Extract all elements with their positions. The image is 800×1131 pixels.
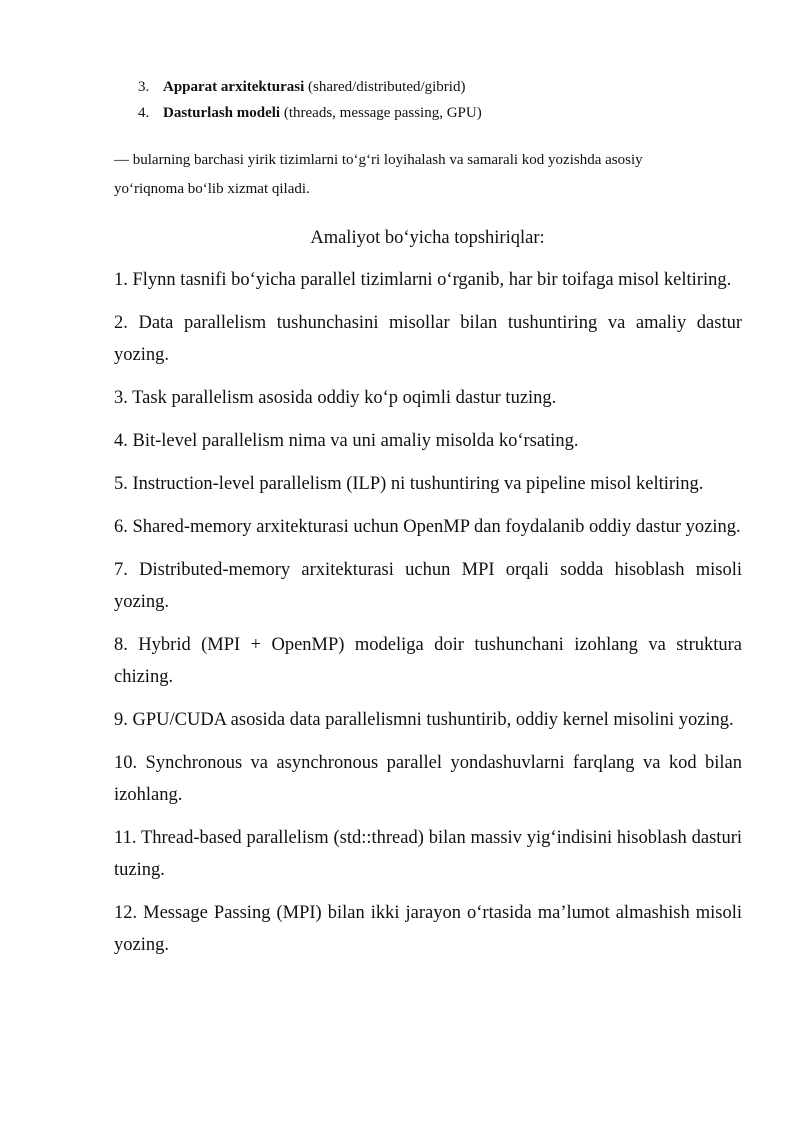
task-item: 2. Data parallelism tushunchasini misollar bilan tushuntiring va amaliy dastur yozing. <box>114 313 742 365</box>
task-list <box>114 264 742 972</box>
list-item <box>138 100 738 126</box>
task-item: 5. Instruction-level parallelism (ILP) ni tushuntiring va pipeline misol keltiring. <box>114 474 704 494</box>
list-item-detail: (threads, message passing, GPU) <box>280 105 482 121</box>
task-item: 11. Thread-based parallelism (std::thread) bilan massiv yig‘indisini hisoblash dasturi tuzing. <box>114 828 742 880</box>
list-item <box>138 74 738 100</box>
summary-note-line: yo‘riqnoma bo‘lib xizmat qiladi. <box>114 181 310 197</box>
task-item: 6. Shared-memory arxitekturasi uchun OpenMP dan foydalanib oddiy dastur yozing. <box>114 517 741 537</box>
summary-note <box>114 146 714 204</box>
task-item: 9. GPU/CUDA asosida data parallelismni tushuntirib, oddiy kernel misolini yozing. <box>114 710 734 730</box>
list-item-term: Apparat arxitekturasi <box>163 79 305 95</box>
task-item: 7. Distributed-memory arxitekturasi uchun MPI orqali sodda hisoblash misoli yozing. <box>114 560 742 612</box>
task-item: 10. Synchronous va asynchronous parallel yondashuvlarni farqlang va kod bilan izohlang. <box>114 753 742 805</box>
list-number: 3. <box>138 79 150 95</box>
list-item-detail: (shared/distributed/gibrid) <box>304 79 466 95</box>
task-item: 8. Hybrid (MPI + OpenMP) modeliga doir tushunchani izohlang va struktura chizing. <box>114 635 742 687</box>
section-heading: Amaliyot bo‘yicha topshiriqlar: <box>310 228 545 248</box>
summary-note-line: — bularning barchasi yirik tizimlarni to‘g‘ri loyihalash va samarali kod yozishda asosiy <box>114 152 643 168</box>
list-item-term: Dasturlash modeli <box>163 105 281 121</box>
task-item: 4. Bit-level parallelism nima va uni amaliy misolda ko‘rsating. <box>114 431 579 451</box>
list-number: 4. <box>138 105 150 121</box>
task-item: 3. Task parallelism asosida oddiy ko‘p oqimli dastur tuzing. <box>114 388 557 408</box>
numbered-list <box>138 74 738 126</box>
task-item: 1. Flynn tasnifi bo‘yicha parallel tizimlarni o‘rganib, har bir toifaga misol keltiring. <box>114 270 732 290</box>
task-item: 12. Message Passing (MPI) bilan ikki jarayon o‘rtasida ma’lumot almashish misoli yozing. <box>114 903 742 955</box>
